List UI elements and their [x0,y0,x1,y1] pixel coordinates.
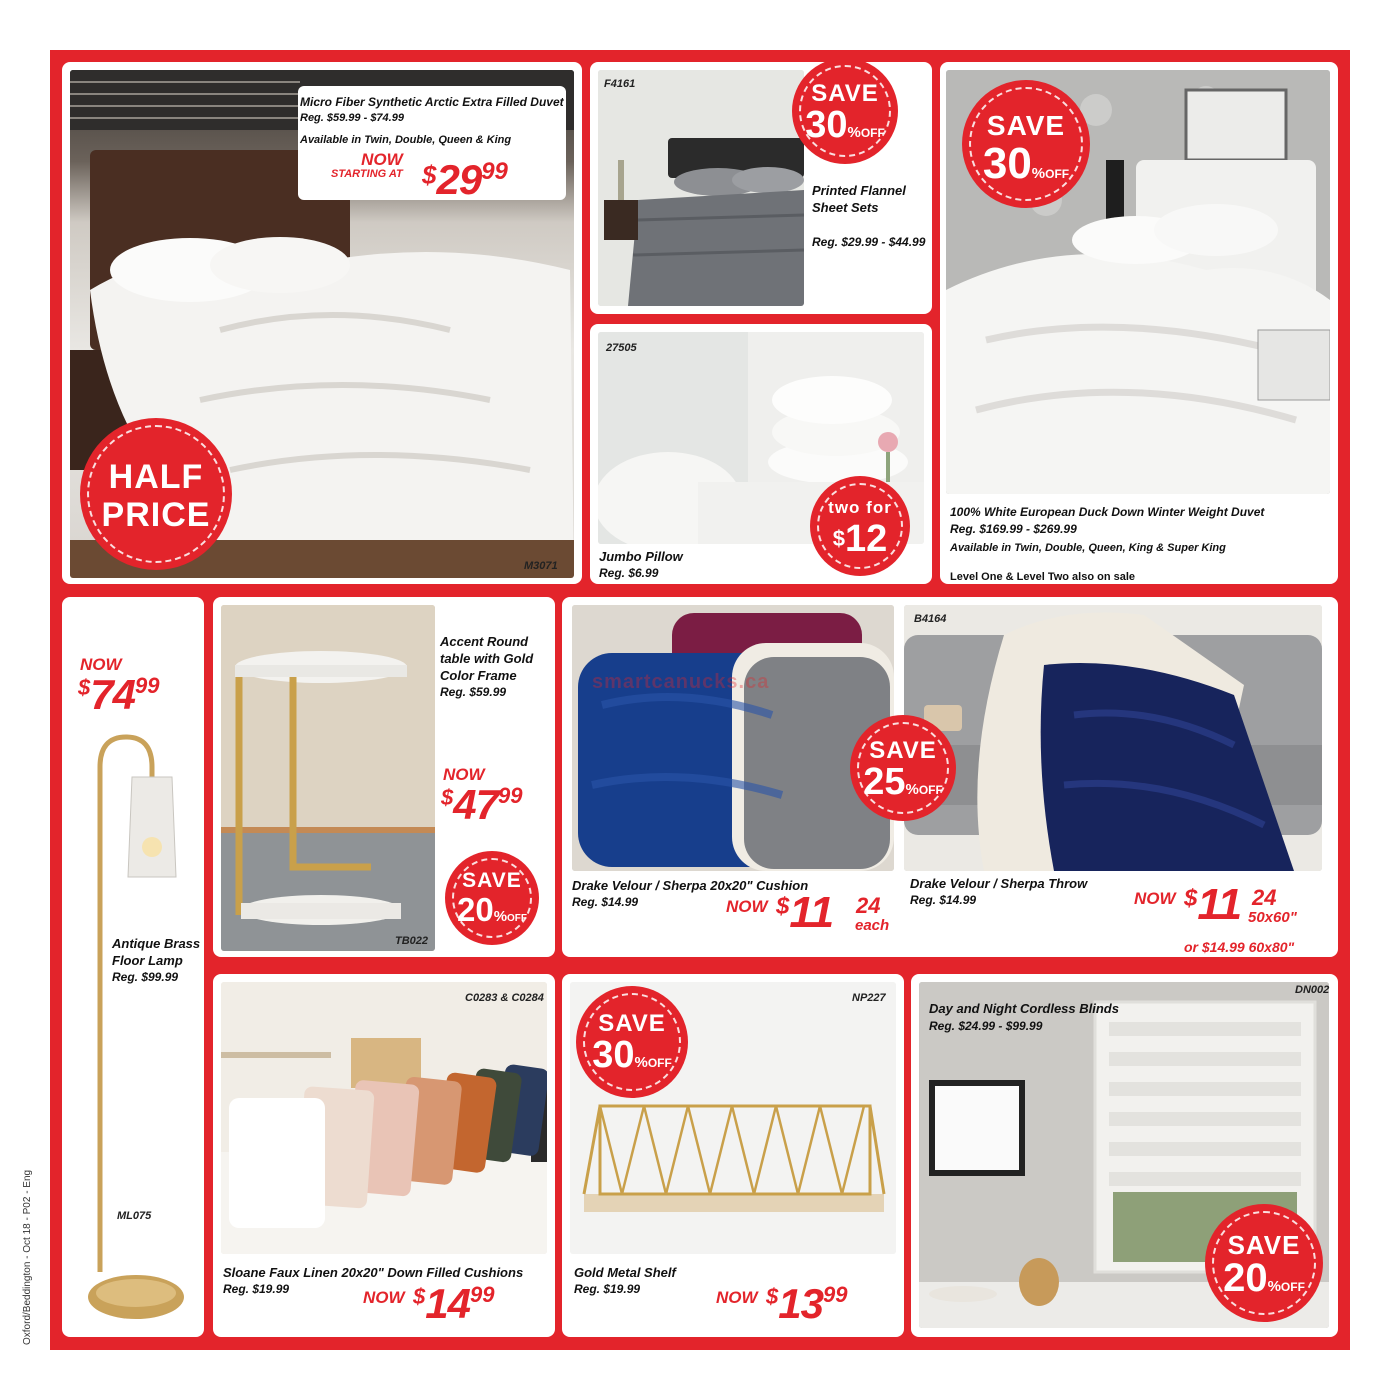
dollar-sign: $ [441,785,454,810]
table-now-label: NOW [443,765,485,784]
linen-sale-price [413,1280,494,1328]
card-floor-lamp[interactable] [62,597,204,1337]
linen-cushion-illustration [221,982,547,1254]
lamp-title-line1: Antique Brass [112,936,201,951]
badge-pct-value: 30 [982,139,1032,188]
cushion-now-label: NOW [726,897,768,916]
price-whole: 11 [789,888,834,937]
card-linen-cushions[interactable] [213,974,555,1337]
edition-label: Oxford/Beddington - Oct 18 - P02 - Eng [22,1169,33,1345]
table-sale-price [441,781,522,829]
throw-size: 50x60" [1248,909,1297,926]
save-30-badge-flannel [792,62,898,164]
badge-percent [445,893,539,935]
badge-percent [850,763,956,809]
lamp-reg-price: Reg. $99.99 [112,970,179,984]
half-price-badge [80,418,232,570]
cushion-title: Drake Velour / Sherpa 20x20" Cushion [572,878,809,893]
price-whole: 74 [90,671,135,718]
throw-price-cents: 24 [1252,885,1277,910]
pillow-sku: 27505 [606,342,637,354]
duvet-now-label [331,150,403,182]
shelf-title: Gold Metal Shelf [574,1265,676,1280]
badge-off: OFF [918,783,943,797]
badge-save: SAVE [986,110,1066,141]
badge-pct-value: 20 [456,891,494,928]
badge-amount [810,520,910,558]
badge-price: PRICE [101,496,211,534]
badge-off: OFF [1280,1280,1305,1294]
throw-now-label: NOW [1134,889,1176,908]
price-cents: 99 [481,158,508,185]
card-duck-down-duvet[interactable] [940,62,1338,584]
accent-table-photo [221,605,435,951]
badge-pct-value: 20 [1223,1256,1268,1300]
dollar-sign: $ [78,675,91,700]
badge-save: SAVE [598,1010,666,1037]
card-microfiber-duvet[interactable] [62,62,582,584]
shelf-sale-price [766,1280,847,1328]
cushion-unit: each [855,917,890,934]
duvet-reg-price: Reg. $59.99 - $74.99 [300,112,404,124]
throw-title: Drake Velour / Sherpa Throw [910,876,1088,891]
linen-cushions-photo [221,982,547,1254]
now-label: NOW [361,150,403,169]
badge-percent [576,1036,688,1082]
badge-amount-value: 12 [844,518,888,560]
badge-percent [792,106,898,152]
badge-pct-sign: % [847,124,861,141]
card-jumbo-pillow[interactable] [590,324,932,584]
linen-now-label: NOW [363,1288,405,1307]
duvet-sale-price [422,156,508,204]
price-whole: 11 [1197,880,1242,929]
badge-pct-sign: % [634,1054,648,1071]
badge-off: OFF [647,1056,672,1070]
duck-down-availability: Available in Twin, Double, Queen, King & Super King [950,542,1226,554]
save-30-badge-shelf [576,986,688,1098]
duvet-availability: Available in Twin, Double, Queen & King [300,134,512,146]
flannel-sku: F4161 [604,78,636,90]
pillow-title: Jumbo Pillow [599,549,683,564]
sherpa-throw-photo [904,605,1322,871]
badge-half: HALF [108,458,204,496]
flannel-sheets-photo [598,70,804,306]
table-reg-price: Reg. $59.99 [440,685,507,699]
price-cents: 99 [134,673,160,698]
badge-save: SAVE [1227,1230,1301,1260]
flannel-title-line2: Sheet Sets [812,200,879,215]
save-25-badge-sherpa [850,715,956,821]
flannel-illustration [598,70,804,306]
price-cents: 99 [497,783,523,808]
throw-illustration [904,605,1322,871]
badge-percent [962,139,1090,196]
floor-lamp-illustration [76,727,196,1327]
lamp-now-label: NOW [80,655,122,674]
accent-table-illustration [221,605,435,951]
dollar-sign: $ [766,1284,779,1309]
card-cordless-blinds[interactable] [911,974,1338,1337]
linen-sku: C0283 & C0284 [465,992,544,1004]
shelf-now-label: NOW [716,1288,758,1307]
flannel-title-line1: Printed Flannel [812,183,906,198]
blinds-reg-price: Reg. $24.99 - $99.99 [929,1019,1043,1033]
save-30-badge-duck-down [962,80,1090,208]
badge-percent [1205,1258,1323,1307]
duvet-title: Micro Fiber Synthetic Arctic Extra Filled Duvet [300,95,564,109]
blinds-sku: DN002 [1295,984,1330,996]
linen-title: Sloane Faux Linen 20x20" Down Filled Cushions [223,1265,524,1280]
price-whole: 29 [436,156,482,203]
badge-pct-sign: % [493,908,508,925]
price-whole: 47 [453,781,498,828]
dollar-sign: $ [776,893,790,920]
cushion-reg-price: Reg. $14.99 [572,895,639,909]
badge-off: OFF [860,126,885,140]
duck-down-title: 100% White European Duck Down Winter Weight Duvet [950,505,1265,519]
price-cents: 99 [822,1282,848,1307]
price-cents: 99 [469,1282,495,1307]
card-gold-shelf[interactable] [562,974,904,1337]
duck-down-note: Level One & Level Two also on sale [950,571,1136,583]
save-20-badge-table [445,851,539,945]
lamp-sale-price [78,671,159,719]
cushion-price-cents: 24 [856,893,881,918]
table-title-line2: table with Gold [440,651,534,666]
duvet-sku: M3071 [524,560,558,572]
save-20-badge-blinds [1205,1204,1323,1322]
throw-sku: B4164 [914,613,947,625]
price-whole: 14 [425,1280,470,1327]
sherpa-cushion-photo [572,605,894,871]
card-sherpa[interactable] [562,597,1338,957]
badge-off: OFF [1045,167,1070,181]
lamp-sku: ML075 [117,1210,152,1222]
table-title-line3: Color Frame [440,668,517,683]
throw-reg-price: Reg. $14.99 [910,893,977,907]
cushion-illustration [572,605,894,871]
badge-dollar: $ [832,526,845,551]
two-for-12-badge [810,476,910,576]
badge-save: SAVE [462,869,522,892]
badge-pct-value: 30 [805,104,848,146]
throw-alt-price: or $14.99 60x80" [1184,939,1295,955]
table-sku: TB022 [395,935,429,947]
lamp-title-line2: Floor Lamp [112,953,183,968]
badge-off: OFF [507,913,528,924]
throw-sale-price [1184,881,1241,929]
dollar-sign: $ [413,1284,426,1309]
badge-pct-sign: % [1267,1278,1281,1295]
badge-pct-sign: % [1031,165,1046,182]
starting-at-label: STARTING AT [331,168,403,180]
blinds-title: Day and Night Cordless Blinds [929,1001,1119,1016]
cushion-sale-price [776,889,833,937]
badge-pct-sign: % [905,781,919,798]
badge-pct-value: 25 [863,761,906,803]
linen-reg-price: Reg. $19.99 [223,1282,290,1296]
badge-pct-value: 30 [592,1034,635,1076]
dollar-sign: $ [422,160,437,190]
dollar-sign: $ [1184,885,1198,912]
shelf-sku: NP227 [852,992,886,1004]
badge-two-for: two for [828,498,892,517]
card-flannel-sheets[interactable] [590,62,932,314]
shelf-reg-price: Reg. $19.99 [574,1282,641,1296]
duck-down-reg-price: Reg. $169.99 - $269.99 [950,522,1077,536]
pillow-reg-price: Reg. $6.99 [599,566,659,580]
badge-save: SAVE [869,737,937,764]
card-accent-table[interactable] [213,597,555,957]
cushion-watermark: smartcanucks.ca [592,671,770,693]
table-title-line1: Accent Round [440,634,529,649]
price-whole: 13 [778,1280,823,1327]
flannel-reg-price: Reg. $29.99 - $44.99 [812,235,926,249]
badge-save: SAVE [811,80,879,107]
